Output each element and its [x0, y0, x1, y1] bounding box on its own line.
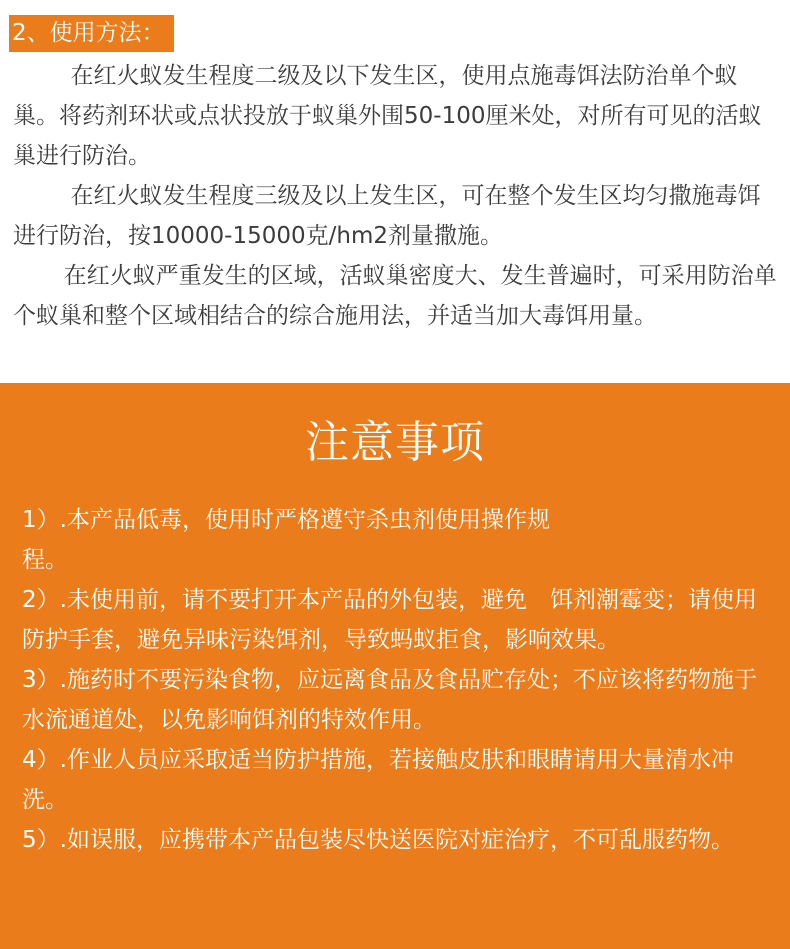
- usage-section-body: [13, 56, 783, 336]
- precaution-item-5: 5）.如误服，应携带本产品包装尽快送医院对症治疗，不可乱服药物。: [22, 827, 734, 853]
- precaution-item-1: 1）.本产品低毒，使用时严格遵守杀虫剂使用操作规程。: [22, 507, 550, 573]
- precautions-section: [0, 383, 790, 949]
- usage-paragraph-1: 在红火蚁发生程度二级及以下发生区，使用点施毒饵法防治单个蚁巢。将药剂环状或点状投放于蚁巢外围50-100厘米处，对所有可见的活蚁巢进行防治。: [13, 63, 762, 169]
- precaution-item-3: 3）.施药时不要污染食物，应远离食品及食品贮存处；不应该将药物施于水流通道处，以免影响饵剂的特效作用。: [22, 667, 757, 733]
- precaution-item-2: 2）.未使用前，请不要打开本产品的外包装，避免 饵剂潮霉变；请使用防护手套，避免异味污染饵剂，导致蚂蚁拒食，影响效果。: [22, 587, 757, 653]
- usage-paragraph-3: 在红火蚁严重发生的区域，活蚁巢密度大、发生普遍时，可采用防治单个蚁巢和整个区域相结合的综合施用法，并适当加大毒饵用量。: [13, 263, 777, 329]
- usage-paragraph-2: 在红火蚁发生程度三级及以上发生区，可在整个发生区均匀撒施毒饵进行防治，按10000-15000克/hm2剂量撒施。: [13, 183, 761, 249]
- usage-section-title: 2、使用方法：: [9, 15, 174, 52]
- precautions-title: 注意事项: [305, 417, 485, 468]
- precaution-item-4: 4）.作业人员应采取适当防护措施，若接触皮肤和眼睛请用大量清水冲洗。: [22, 747, 734, 813]
- precautions-list: [22, 500, 772, 860]
- usage-section: [0, 0, 790, 383]
